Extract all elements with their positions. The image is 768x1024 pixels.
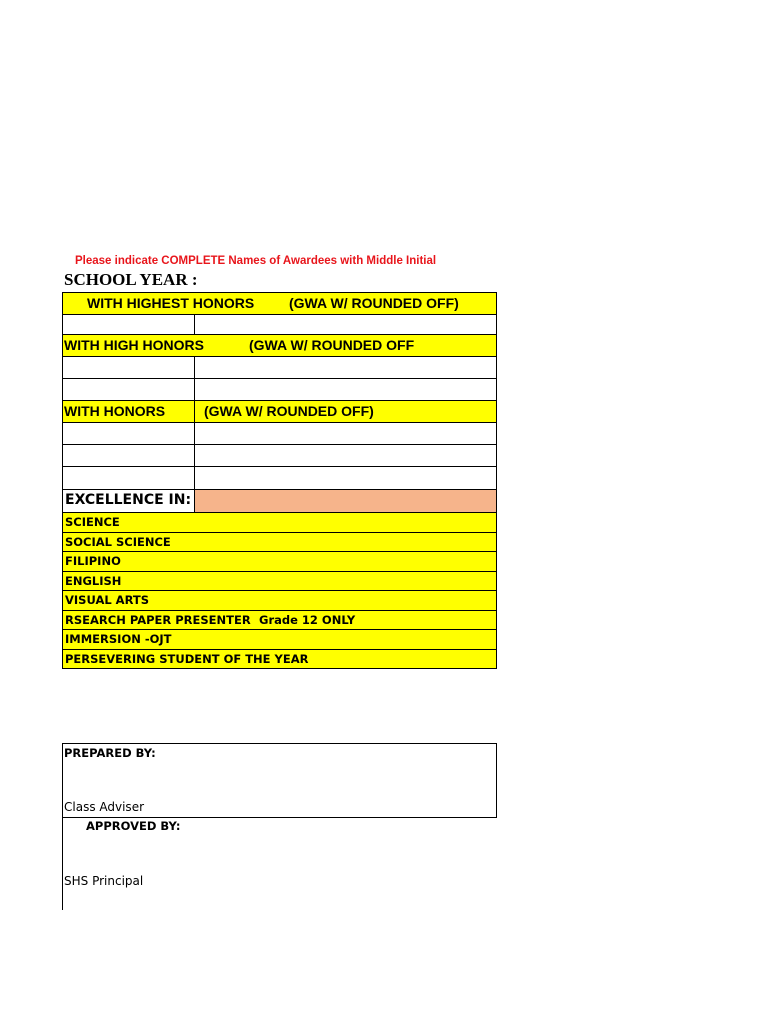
- high-honors-entry-row[interactable]: [62, 357, 497, 379]
- excellence-fill[interactable]: [195, 490, 496, 512]
- school-year-label: SCHOOL YEAR :: [64, 270, 198, 289]
- excellence-header: [62, 490, 497, 513]
- excellence-item[interactable]: [62, 611, 497, 631]
- prepared-by-box: [62, 743, 497, 818]
- approved-by-role: SHS Principal: [64, 874, 144, 888]
- prepared-by-label: PREPARED BY:: [64, 746, 156, 760]
- research-grade-note: Grade 12 ONLY: [259, 612, 356, 627]
- instruction-note: Please indicate COMPLETE Names of Awardees with Middle Initial: [75, 255, 437, 267]
- excellence-item[interactable]: [62, 630, 497, 650]
- awards-table: [62, 292, 497, 669]
- excellence-item-label: VISUAL ARTS: [65, 593, 150, 607]
- excellence-label: EXCELLENCE IN:: [65, 492, 192, 508]
- excellence-item[interactable]: [62, 533, 497, 553]
- highest-honors-title: WITH HIGHEST HONORS: [87, 295, 255, 311]
- excellence-item-label: SOCIAL SCIENCE: [65, 534, 171, 549]
- excellence-item[interactable]: [62, 552, 497, 572]
- honors-entry-row[interactable]: [62, 467, 497, 490]
- highest-honors-entry-row[interactable]: [62, 315, 497, 335]
- highest-honors-gwa: (GWA W/ ROUNDED OFF): [289, 295, 459, 311]
- high-honors-header: [62, 335, 497, 357]
- high-honors-gwa: (GWA W/ ROUNDED OFF: [249, 337, 415, 353]
- excellence-item-label: FILIPINO: [65, 554, 121, 568]
- honors-entry-row[interactable]: [62, 445, 497, 467]
- excellence-item[interactable]: [62, 591, 497, 611]
- high-honors-entry-row[interactable]: [62, 379, 497, 401]
- honors-title: WITH HONORS: [64, 403, 166, 419]
- excellence-item[interactable]: [62, 513, 497, 533]
- excellence-item-label: ENGLISH: [65, 573, 122, 588]
- excellence-item-label: SCIENCE: [65, 515, 120, 529]
- honors-entry-row[interactable]: [62, 423, 497, 445]
- excellence-item-label: IMMERSION -OJT: [65, 632, 172, 646]
- approved-by-label: APPROVED BY:: [86, 819, 181, 833]
- excellence-item[interactable]: [62, 572, 497, 592]
- prepared-by-role: Class Adviser: [64, 800, 145, 814]
- excellence-item-label: PERSEVERING STUDENT OF THE YEAR: [65, 651, 309, 666]
- honors-gwa: (GWA W/ ROUNDED OFF): [204, 403, 374, 419]
- high-honors-title: WITH HIGH HONORS: [64, 337, 204, 353]
- approved-by-box: [62, 818, 497, 910]
- excellence-item[interactable]: [62, 650, 497, 670]
- highest-honors-header: [62, 292, 497, 315]
- excellence-item-label: RSEARCH PAPER PRESENTER: [65, 612, 251, 627]
- honors-header: [62, 401, 497, 423]
